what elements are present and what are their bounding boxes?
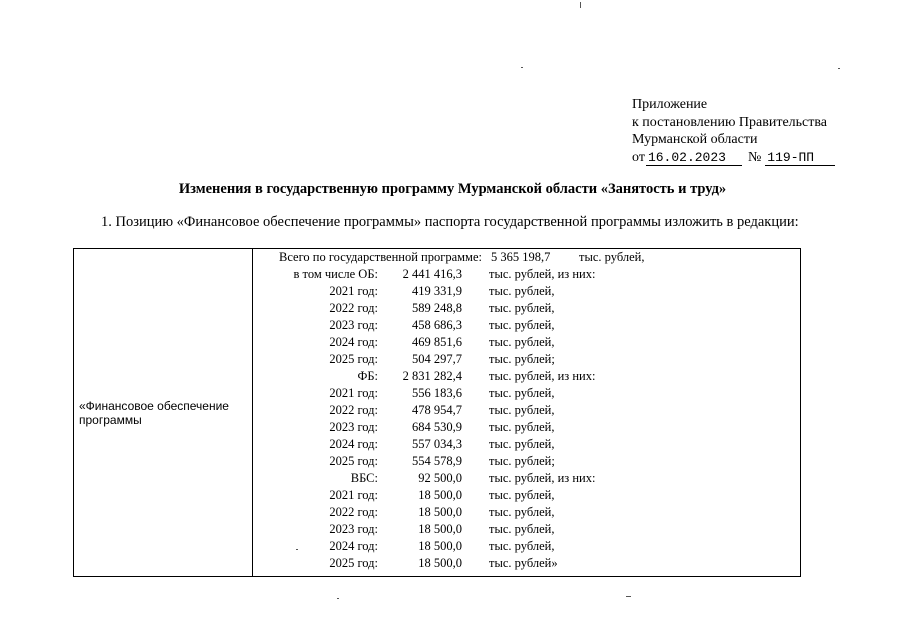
approval-block <box>632 96 835 166</box>
table-row <box>0 266 905 283</box>
approval-date-line <box>632 149 835 167</box>
row-value: 18 500,0 <box>418 539 462 553</box>
row-label: 2023 год: <box>329 420 378 434</box>
decree-number: 119-ПП <box>765 150 835 166</box>
row-label: ВБС: <box>350 471 378 485</box>
row-value: 92 500,0 <box>418 471 462 485</box>
row-value: 478 954,7 <box>412 403 462 417</box>
row-value: 18 500,0 <box>418 556 462 570</box>
row-value: 18 500,0 <box>418 522 462 536</box>
row-unit: тыс. рублей, из них: <box>489 267 596 281</box>
total-value: 5 365 198,7 <box>491 250 551 264</box>
table-row <box>0 521 905 538</box>
row-unit: тыс. рублей, <box>489 284 555 298</box>
scan-speck <box>337 598 339 599</box>
approval-line-3: Мурманской области <box>632 132 758 147</box>
row-label: 2021 год: <box>329 386 378 400</box>
item-text: 1. Позицию «Финансовое обеспечение программы» паспорта государственной программы изложить в редакции: <box>101 214 799 230</box>
row-value: 2 831 282,4 <box>402 369 462 383</box>
table-row <box>0 487 905 504</box>
row-value: 556 183,6 <box>412 386 462 400</box>
decree-date: 16.02.2023 <box>646 150 742 166</box>
approval-line-1: Приложение <box>632 97 708 112</box>
table-row <box>0 402 905 419</box>
row-label: 2024 год: <box>329 437 378 451</box>
row-value: 554 578,9 <box>412 454 462 468</box>
number-sign: № <box>747 149 762 165</box>
row-unit: тыс. рублей; <box>489 454 555 468</box>
row-unit: тыс. рублей, из них: <box>489 471 596 485</box>
row-value: 557 034,3 <box>412 437 462 451</box>
row-label: 2021 год: <box>329 488 378 502</box>
row-value: 458 686,3 <box>412 318 462 332</box>
row-label: 2022 год: <box>329 505 378 519</box>
table-row <box>0 283 905 300</box>
date-prefix: от <box>632 149 645 165</box>
row-label: 2025 год: <box>329 352 378 366</box>
table-row-total <box>0 249 905 266</box>
table-row <box>0 436 905 453</box>
table-row <box>0 351 905 368</box>
table-row <box>0 317 905 334</box>
row-value: 419 331,9 <box>412 284 462 298</box>
row-unit: тыс. рублей, <box>489 437 555 451</box>
row-label: в том числе ОБ: <box>293 267 378 281</box>
table-row <box>0 453 905 470</box>
row-unit: тыс. рублей» <box>489 556 558 570</box>
row-unit: тыс. рублей, <box>489 386 555 400</box>
table-row <box>0 555 905 572</box>
row-value: 504 297,7 <box>412 352 462 366</box>
scan-speck <box>838 68 840 69</box>
row-unit: тыс. рублей, <box>489 403 555 417</box>
row-value: 18 500,0 <box>418 488 462 502</box>
row-value: 2 441 416,3 <box>402 267 462 281</box>
row-unit: тыс. рублей, <box>489 301 555 315</box>
row-label: 2025 год: <box>329 556 378 570</box>
row-value: 18 500,0 <box>418 505 462 519</box>
row-label: 2023 год: <box>329 522 378 536</box>
table-row <box>0 538 905 555</box>
row-label: ФБ: <box>357 369 378 383</box>
table-row <box>0 300 905 317</box>
row-unit: тыс. рублей, <box>489 318 555 332</box>
scan-speck <box>626 596 631 597</box>
approval-line-2: к постановлению Правительства <box>632 114 828 130</box>
row-unit: тыс. рублей, из них: <box>489 369 596 383</box>
table-left-label: «Финансовое обеспечение программы <box>79 399 229 427</box>
row-value: 469 851,6 <box>412 335 462 349</box>
table-row <box>0 334 905 351</box>
table-row <box>0 385 905 402</box>
table-row <box>0 504 905 521</box>
total-label: Всего по государственной программе: <box>278 250 482 264</box>
row-label: 2023 год: <box>329 318 378 332</box>
total-unit: тыс. рублей, <box>579 250 645 264</box>
row-label: 2024 год: <box>329 335 378 349</box>
document-title: Изменения в государственную программу Мурманской области «Занятость и труд» <box>178 181 727 197</box>
row-value: 684 530,9 <box>412 420 462 434</box>
scan-speck <box>521 67 523 68</box>
table-row <box>0 368 905 385</box>
row-label: 2025 год: <box>329 454 378 468</box>
table-row <box>0 419 905 436</box>
row-label: 2022 год: <box>329 301 378 315</box>
row-value: 589 248,8 <box>412 301 462 315</box>
row-label: 2024 год: <box>329 539 378 553</box>
row-label: 2021 год: <box>329 284 378 298</box>
row-unit: тыс. рублей, <box>489 335 555 349</box>
row-unit: тыс. рублей; <box>489 352 555 366</box>
row-label: 2022 год: <box>329 403 378 417</box>
table-row <box>0 470 905 487</box>
row-unit: тыс. рублей, <box>489 522 555 536</box>
scan-speck <box>296 549 298 550</box>
scan-speck <box>580 2 581 8</box>
row-unit: тыс. рублей, <box>489 505 555 519</box>
row-unit: тыс. рублей, <box>489 420 555 434</box>
row-unit: тыс. рублей, <box>489 539 555 553</box>
row-unit: тыс. рублей, <box>489 488 555 502</box>
